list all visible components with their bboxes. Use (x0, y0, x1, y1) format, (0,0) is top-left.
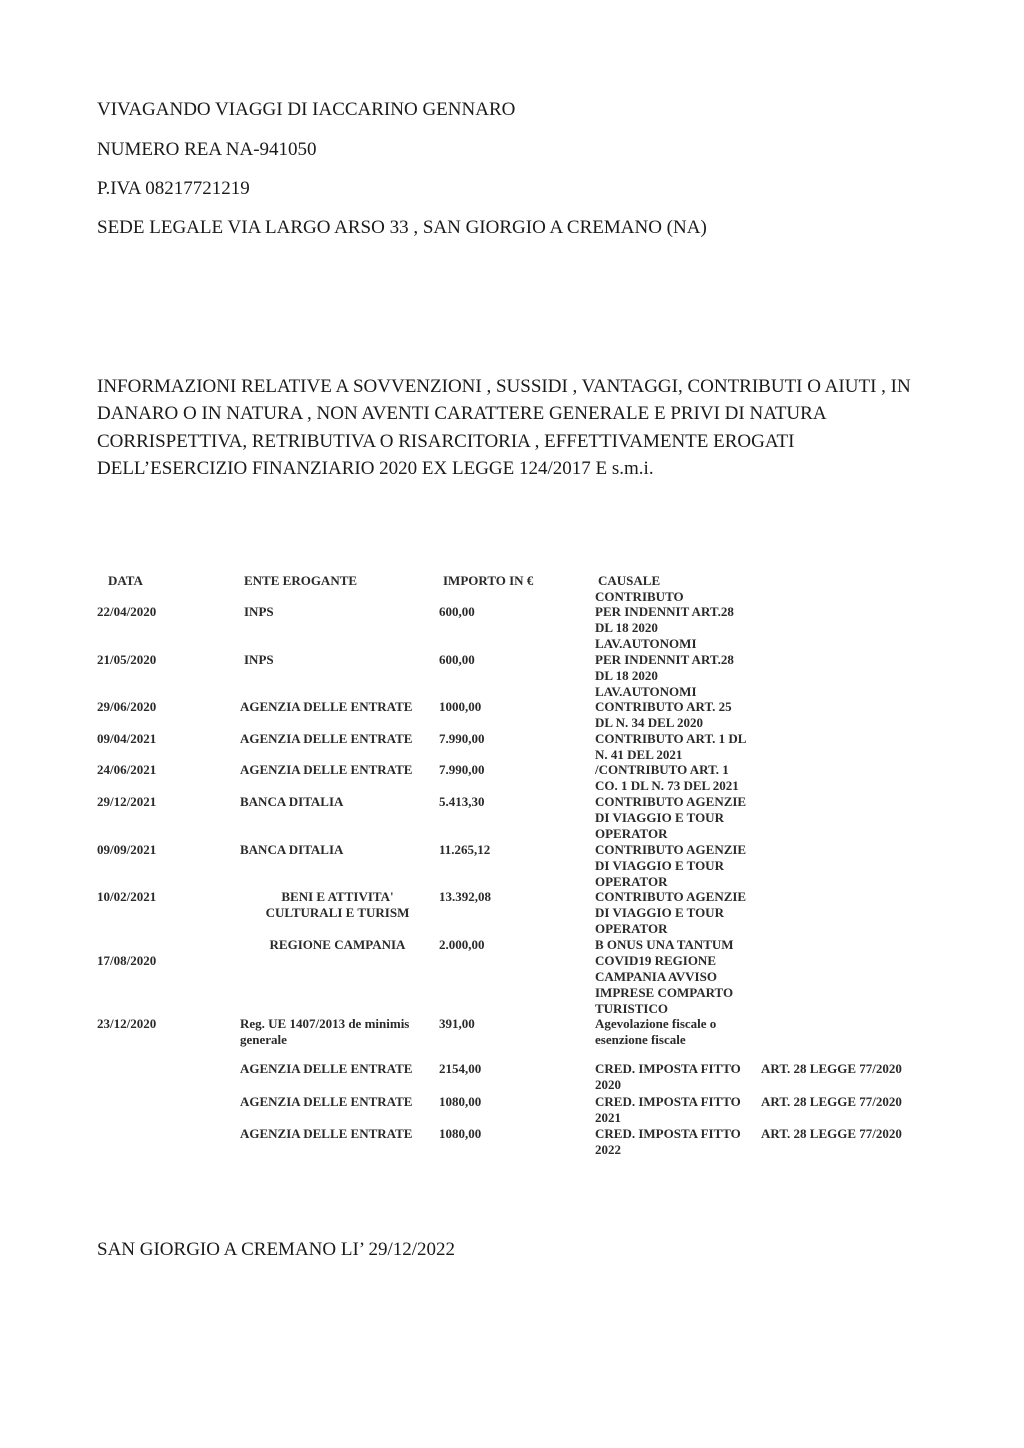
cell-causale: DL 18 2020 (595, 620, 658, 635)
cell-ente: AGENZIA DELLE ENTRATE (240, 699, 413, 714)
cell-causale: OPERATOR (595, 874, 668, 889)
cell-causale: LAV.AUTONOMI (595, 636, 697, 651)
cell-causale: B ONUS UNA TANTUM (595, 937, 734, 952)
cell-causale: /CONTRIBUTO ART. 1 (595, 762, 729, 777)
cell-ente: BENI E ATTIVITA' (281, 889, 394, 904)
registered-office: SEDE LEGALE VIA LARGO ARSO 33 , SAN GIORGIO A CREMANO (NA) (97, 217, 707, 238)
cell-ente: AGENZIA DELLE ENTRATE (240, 1126, 413, 1141)
cell-importo: 600,00 (439, 604, 475, 619)
cell-causale: esenzione fiscale (595, 1032, 686, 1047)
cell-date: 22/04/2020 (97, 604, 157, 619)
cell-causale: OPERATOR (595, 826, 668, 841)
column-header-contributo: CONTRIBUTO (595, 589, 684, 604)
cell-note: ART. 28 LEGGE 77/2020 (761, 1061, 902, 1076)
column-header-ente: ENTE EROGANTE (244, 573, 358, 588)
cell-ente: Reg. UE 1407/2013 de minimis (240, 1016, 410, 1031)
vat-number: P.IVA 08217721219 (97, 178, 250, 199)
cell-causale: CONTRIBUTO AGENZIE (595, 842, 747, 857)
cell-ente: CULTURALI E TURISM (265, 905, 410, 920)
cell-causale: CONTRIBUTO ART. 25 (595, 699, 732, 714)
cell-date: 10/02/2021 (97, 889, 157, 904)
place-and-date: SAN GIORGIO A CREMANO LI’ 29/12/2022 (97, 1239, 456, 1260)
cell-importo: 600,00 (439, 652, 475, 667)
cell-causale: DL 18 2020 (595, 668, 658, 683)
rea-number: NUMERO REA NA-941050 (97, 139, 317, 160)
cell-causale: CONTRIBUTO ART. 1 DL (595, 731, 747, 746)
column-header-data: DATA (108, 573, 143, 588)
cell-causale: CONTRIBUTO AGENZIE (595, 794, 747, 809)
cell-date: 23/12/2020 (97, 1016, 157, 1031)
cell-causale: CRED. IMPOSTA FITTO (595, 1061, 741, 1076)
cell-date: 29/12/2021 (97, 794, 157, 809)
cell-causale: DL N. 34 DEL 2020 (595, 715, 703, 730)
cell-causale: CRED. IMPOSTA FITTO (595, 1126, 741, 1141)
cell-date: 17/08/2020 (97, 953, 157, 968)
cell-ente: INPS (244, 652, 274, 667)
cell-importo: 1080,00 (439, 1126, 482, 1141)
column-header-causale: CAUSALE (598, 573, 661, 588)
cell-ente: INPS (244, 604, 274, 619)
cell-importo: 7.990,00 (439, 731, 485, 746)
column-header-importo: IMPORTO IN € (443, 573, 534, 588)
cell-date: 09/09/2021 (97, 842, 157, 857)
cell-causale: OPERATOR (595, 921, 668, 936)
cell-causale: DI VIAGGIO E TOUR (595, 810, 724, 825)
intro-paragraph: INFORMAZIONI RELATIVE A SOVVENZIONI , SUSSIDI , VANTAGGI, CONTRIBUTI O AIUTI , IN DANARO O IN NATURA , NON AVENTI CARATTERE GENERALE E PRIVI DI NATURA CORRISPETTIVA, RETRIBUTIVA O RISARCITORIA , EFFETTIVAMENTE EROGATI DELL’ESERCIZIO FINANZIARIO 2020 EX LEGGE 124/2017 E s.m.i. (97, 376, 911, 479)
cell-causale: CO. 1 DL N. 73 DEL 2021 (595, 778, 739, 793)
cell-causale: PER INDENNIT ART.28 (595, 652, 734, 667)
cell-importo: 391,00 (439, 1016, 475, 1031)
cell-importo: 7.990,00 (439, 762, 485, 777)
cell-causale: IMPRESE COMPARTO (595, 985, 734, 1000)
cell-causale: 2021 (595, 1110, 621, 1125)
company-name: VIVAGANDO VIAGGI DI IACCARINO GENNARO (97, 99, 516, 120)
cell-importo: 13.392,08 (439, 889, 491, 904)
cell-date: 09/04/2021 (97, 731, 157, 746)
cell-ente: AGENZIA DELLE ENTRATE (240, 731, 413, 746)
cell-ente: BANCA DITALIA (240, 794, 344, 809)
cell-note: ART. 28 LEGGE 77/2020 (761, 1126, 902, 1141)
cell-ente: generale (240, 1032, 287, 1047)
cell-causale: CONTRIBUTO AGENZIE (595, 889, 747, 904)
cell-importo: 1000,00 (439, 699, 482, 714)
cell-causale: PER INDENNIT ART.28 (595, 604, 734, 619)
cell-date: 24/06/2021 (97, 762, 157, 777)
cell-importo: 2154,00 (439, 1061, 482, 1076)
cell-causale: CAMPANIA AVVISO (595, 969, 717, 984)
cell-ente: AGENZIA DELLE ENTRATE (240, 1094, 413, 1109)
cell-causale: 2022 (595, 1142, 621, 1157)
cell-ente: AGENZIA DELLE ENTRATE (240, 762, 413, 777)
cell-causale: LAV.AUTONOMI (595, 684, 697, 699)
cell-causale: DI VIAGGIO E TOUR (595, 905, 724, 920)
cell-ente: AGENZIA DELLE ENTRATE (240, 1061, 413, 1076)
cell-importo: 11.265,12 (439, 842, 491, 857)
cell-causale: CRED. IMPOSTA FITTO (595, 1094, 741, 1109)
cell-causale: N. 41 DEL 2021 (595, 747, 683, 762)
cell-note: ART. 28 LEGGE 77/2020 (761, 1094, 902, 1109)
cell-date: 29/06/2020 (97, 699, 157, 714)
cell-causale: 2020 (595, 1077, 621, 1092)
cell-ente: REGIONE CAMPANIA (269, 937, 406, 952)
cell-causale: DI VIAGGIO E TOUR (595, 858, 724, 873)
cell-causale: TURISTICO (595, 1001, 668, 1016)
cell-ente: BANCA DITALIA (240, 842, 344, 857)
cell-importo: 1080,00 (439, 1094, 482, 1109)
cell-importo: 2.000,00 (439, 937, 485, 952)
cell-causale: Agevolazione fiscale o (595, 1016, 717, 1031)
cell-causale: COVID19 REGIONE (595, 953, 716, 968)
cell-date: 21/05/2020 (97, 652, 157, 667)
cell-importo: 5.413,30 (439, 794, 485, 809)
